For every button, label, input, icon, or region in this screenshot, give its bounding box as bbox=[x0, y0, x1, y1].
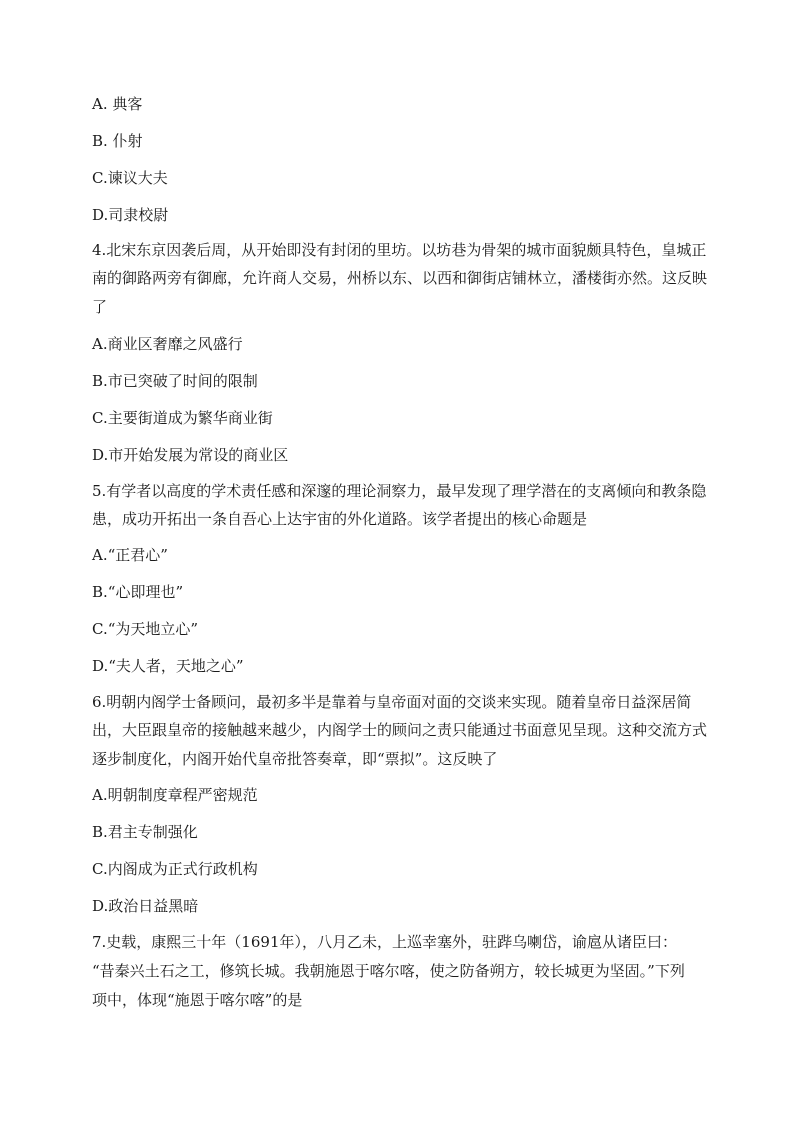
q4-option-a: A.商业区奢靡之风盛行 bbox=[92, 335, 243, 353]
q6-option-b: B.君主专制强化 bbox=[92, 823, 198, 841]
q5-stem-line: 患，成功开拓出一条自吾心上达宇宙的外化道路。该学者提出的核心命题是 bbox=[92, 510, 588, 528]
q6-option-c: C.内阁成为正式行政机构 bbox=[92, 860, 258, 878]
q3-option-d: D.司隶校尉 bbox=[92, 206, 169, 224]
q5-option-a: A.“正君心” bbox=[92, 546, 168, 564]
q7-stem-line: 项中，体现“施恩于喀尔喀”的是 bbox=[92, 991, 303, 1009]
q4-option-c: C.主要街道成为繁华商业街 bbox=[92, 409, 273, 427]
q5-option-d: D.“夫人者，天地之心” bbox=[92, 657, 244, 675]
q3-option-c: C.谏议大夫 bbox=[92, 169, 168, 187]
q6-stem-line: 出，大臣跟皇帝的接触越来越少，内阁学士的顾问之责只能通过书面意见呈现。这种交流方式 bbox=[92, 721, 708, 739]
q3-option-b: B. 仆射 bbox=[92, 132, 143, 150]
q5-stem-line: 5.有学者以高度的学术责任感和深邃的理论洞察力，最早发现了理学潜在的支离倾向和教条隐 bbox=[92, 482, 707, 500]
q4-stem-line: 了 bbox=[92, 298, 108, 316]
q5-option-c: C.“为天地立心” bbox=[92, 620, 199, 638]
q3-option-a: A. 典客 bbox=[92, 95, 143, 113]
q7-stem-line: 7.史载，康熙三十年（1691年），八月乙未，上巡幸塞外，驻跸乌喇岱，谕扈从诸臣曰： bbox=[92, 933, 677, 951]
q5-option-b: B.“心即理也” bbox=[92, 583, 184, 601]
q6-option-d: D.政治日益黑暗 bbox=[92, 897, 199, 915]
q6-stem-line: 逐步制度化，内阁开始代皇帝批答奏章，即“票拟”。这反映了 bbox=[92, 750, 498, 768]
q4-stem-line: 南的御路两旁有御廊，允许商人交易，州桥以东、以西和御街店铺林立，潘楼街亦然。这反映 bbox=[92, 269, 708, 287]
q4-stem-line: 4.北宋东京因袭后周，从开始即没有封闭的里坊。以坊巷为骨架的城市面貌颇具特色，皇城正 bbox=[92, 241, 707, 259]
q6-option-a: A.明朝制度章程严密规范 bbox=[92, 786, 258, 804]
q6-stem-line: 6.明朝内阁学士备顾问，最初多半是靠着与皇帝面对面的交谈来实现。随着皇帝日益深居简 bbox=[92, 693, 692, 711]
q4-option-d: D.市开始发展为常设的商业区 bbox=[92, 446, 289, 464]
q7-stem-line: “昔秦兴土石之工，修筑长城。我朝施恩于喀尔喀，使之防备朔方，较长城更为坚固。”下列 bbox=[92, 962, 685, 980]
q4-option-b: B.市已突破了时间的限制 bbox=[92, 372, 258, 390]
